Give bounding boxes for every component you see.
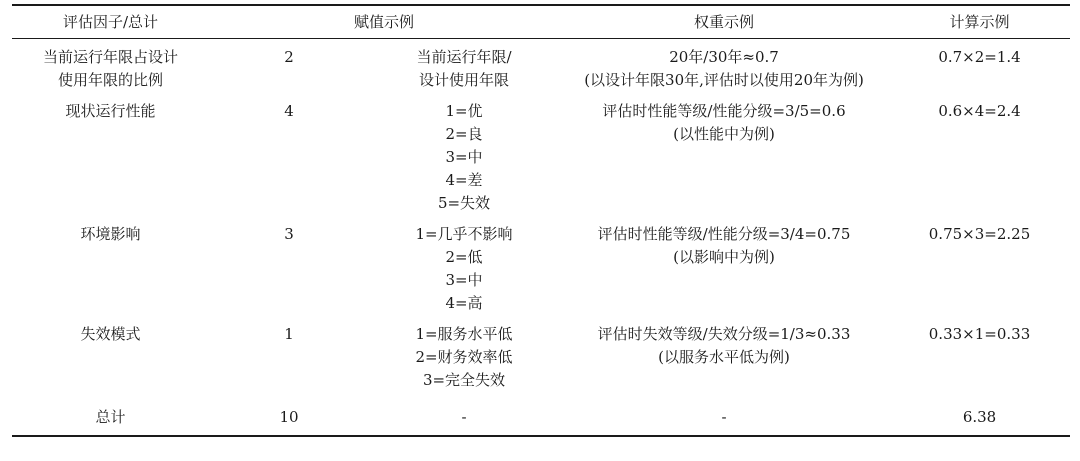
- cell-assign: -: [461, 408, 467, 426]
- cell-factor: 当前运行年限占设计 使用年限的比例: [42, 48, 178, 89]
- cell-assign: 1=几乎不影响 2=低 3=中 4=高: [415, 225, 513, 312]
- table-row: [12, 39, 1070, 95]
- cell-weight: 评估时失效等级/失效分级=1/3≈0.33 (以服务水平低为例): [597, 325, 851, 366]
- cell-assign: 当前运行年限/ 设计使用年限: [416, 48, 512, 89]
- cell-factor: 失效模式: [80, 325, 141, 343]
- cell-calc: 0.75×3=2.25: [928, 225, 1031, 243]
- assessment-table: [12, 4, 1070, 437]
- cell-value: 1: [284, 325, 294, 343]
- cell-assign: 1=优 2=良 3=中 4=差 5=失效: [437, 102, 491, 212]
- cell-weight: 评估时性能等级/性能分级=3/4=0.75 (以影响中为例): [597, 225, 851, 266]
- cell-calc: 0.6×4=2.4: [938, 102, 1021, 120]
- cell-value: 10: [279, 408, 299, 426]
- cell-weight: 20年/30年≈0.7 (以设计年限30年,评估时以使用20年为例): [584, 48, 864, 89]
- cell-value: 4: [284, 102, 294, 120]
- cell-calc: 0.7×2=1.4: [938, 48, 1021, 66]
- header-weight: 权重示例: [694, 12, 755, 31]
- cell-value: 3: [284, 225, 294, 243]
- table-row-total: [12, 394, 1070, 436]
- cell-weight: 评估时性能等级/性能分级=3/5=0.6 (以性能中为例): [602, 102, 846, 143]
- table-header-row: [12, 5, 1070, 39]
- cell-factor: 总计: [95, 408, 126, 426]
- cell-calc: 0.33×1=0.33: [928, 325, 1031, 343]
- cell-value: 2: [284, 48, 294, 66]
- cell-weight: -: [721, 408, 727, 426]
- cell-assign: 1=服务水平低 2=财务效率低 3=完全失效: [415, 325, 513, 389]
- cell-calc: 6.38: [962, 408, 997, 426]
- header-calc: 计算示例: [949, 12, 1010, 31]
- header-assign: 赋值示例: [354, 12, 415, 31]
- header-factor: 评估因子/总计: [62, 12, 159, 31]
- table-row: [12, 217, 1070, 317]
- table-row: [12, 94, 1070, 217]
- cell-factor: 现状运行性能: [65, 102, 156, 120]
- cell-factor: 环境影响: [80, 225, 141, 243]
- table-row: [12, 317, 1070, 394]
